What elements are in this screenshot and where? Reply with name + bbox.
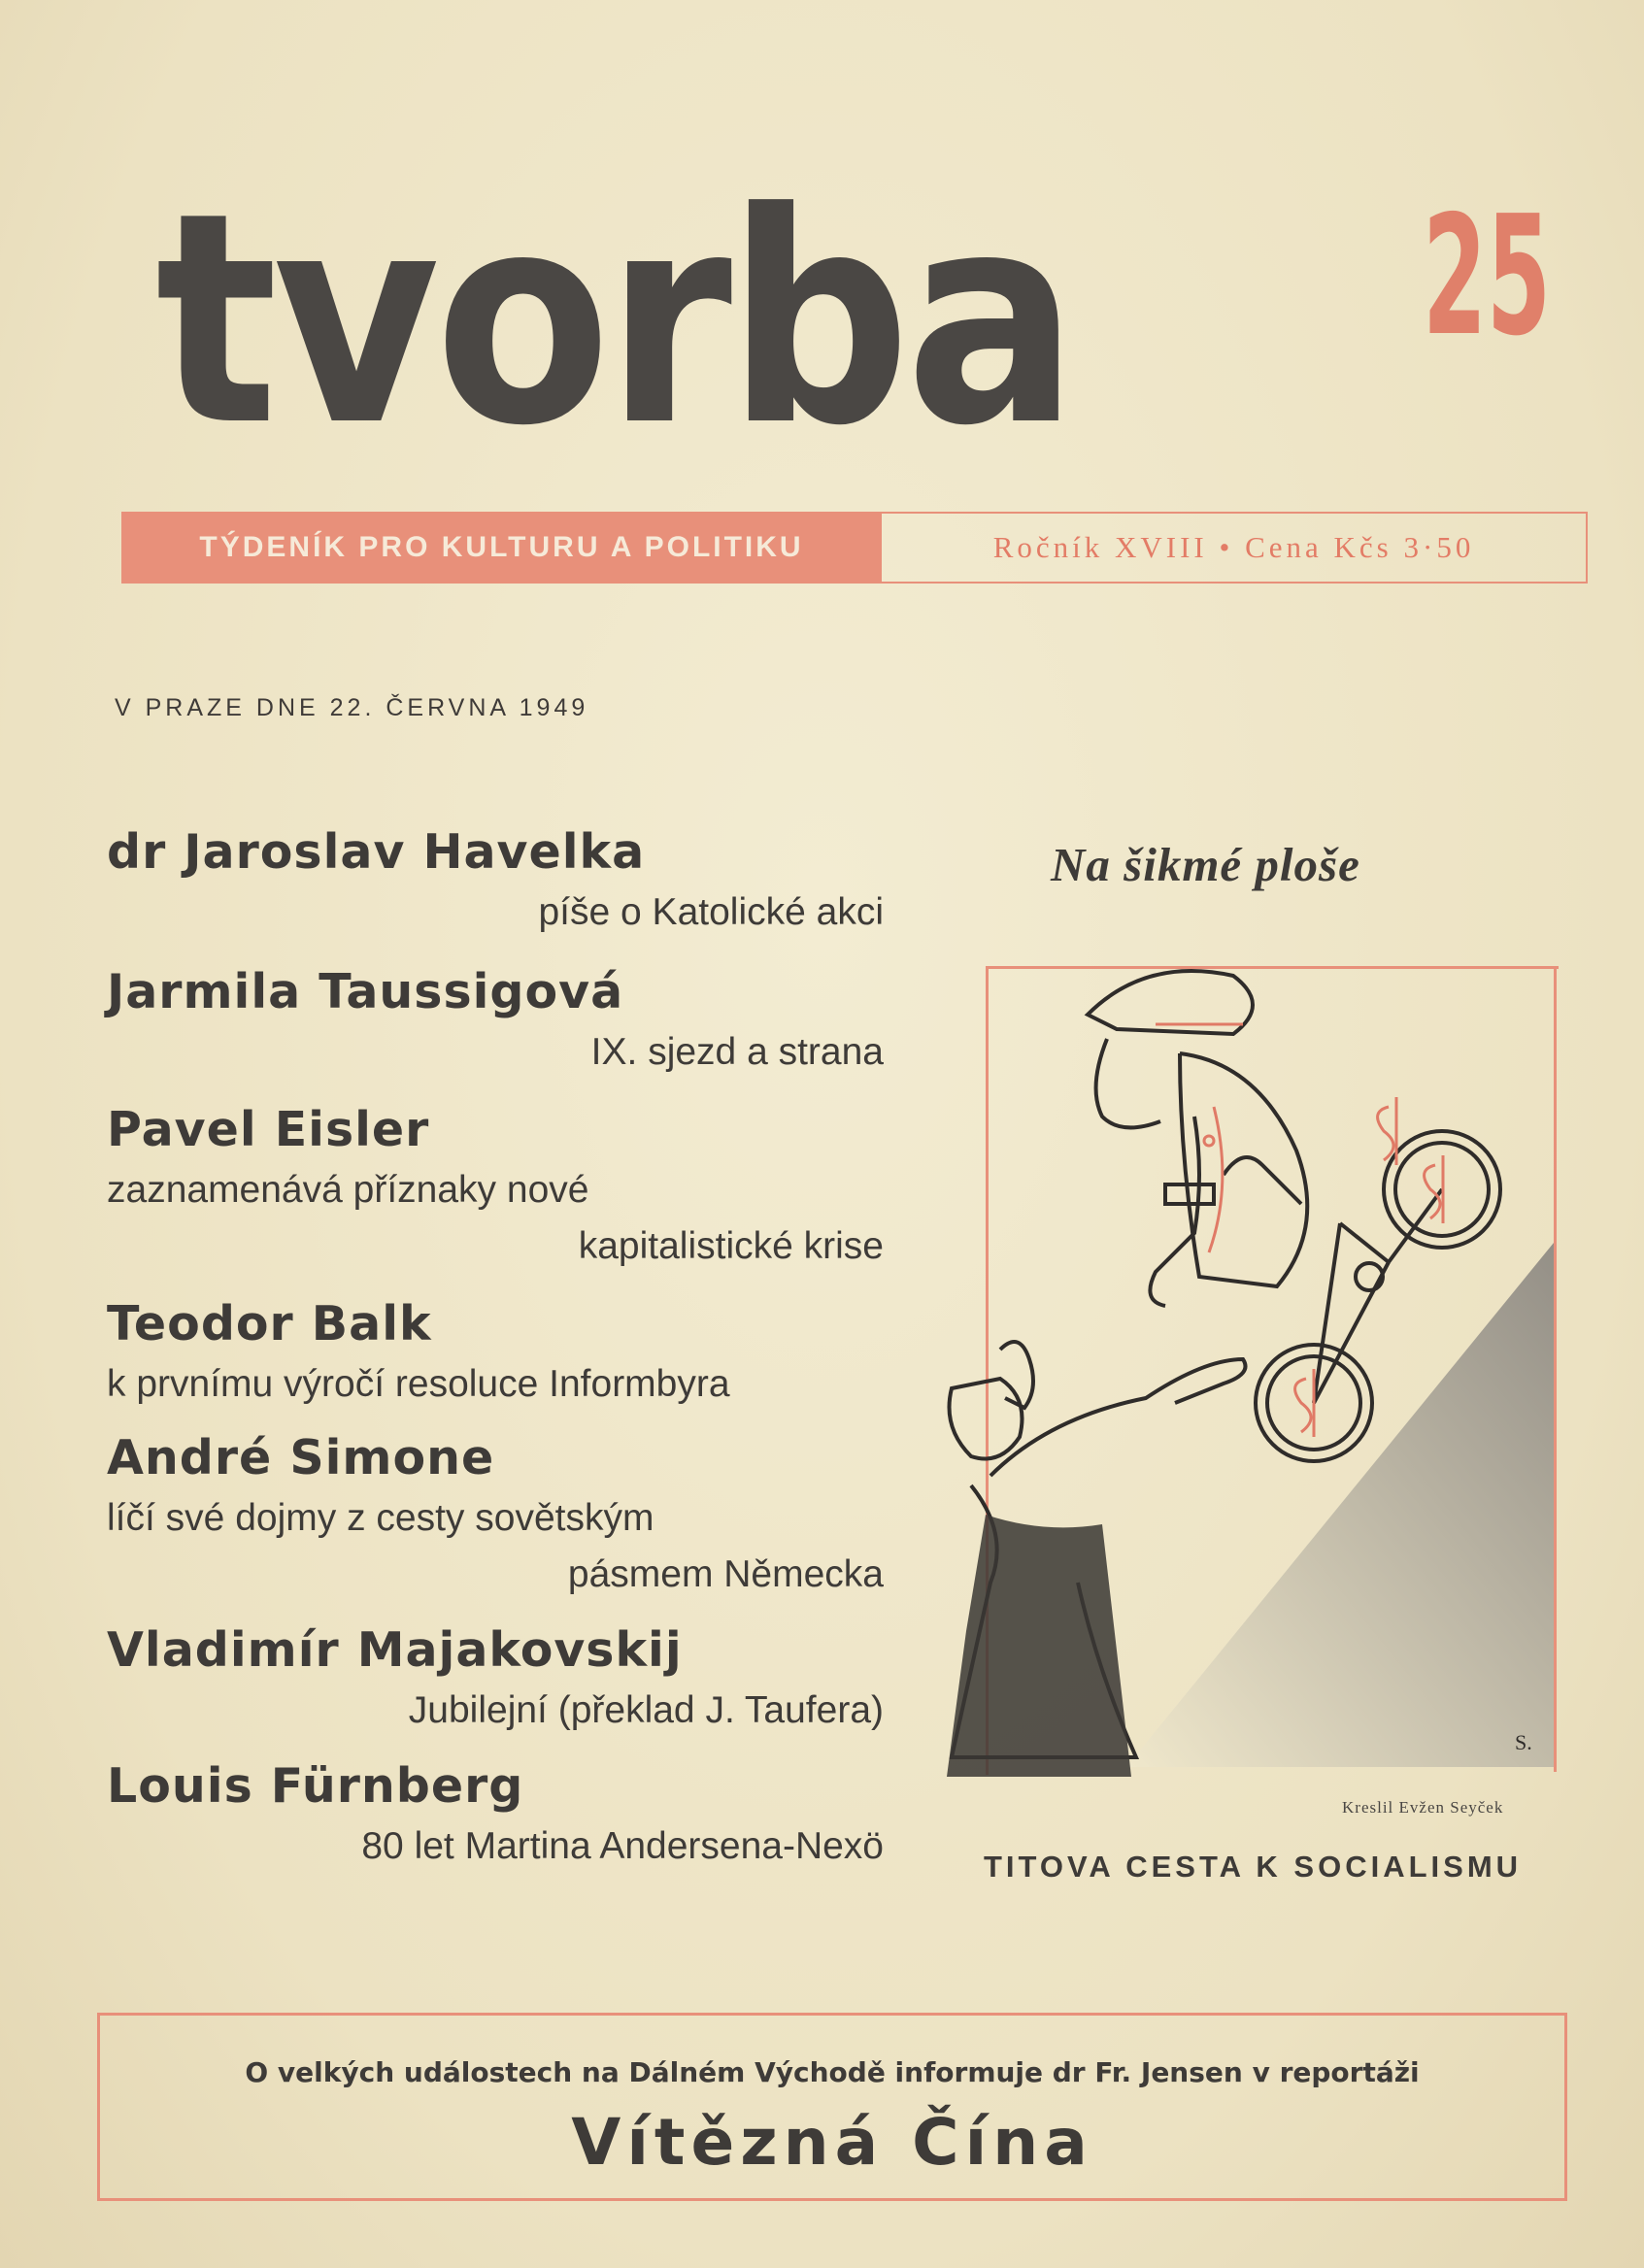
illustration-credit: Kreslil Evžen Seyček bbox=[1342, 1798, 1504, 1817]
pleading-figure-body bbox=[947, 1515, 1131, 1777]
toc-item bbox=[107, 1754, 884, 1875]
toc-item bbox=[107, 1618, 884, 1739]
toc-author: Louis Fürnberg bbox=[107, 1758, 524, 1814]
issue-number: 25 bbox=[1423, 181, 1551, 373]
promo-text: O velkých událostech na Dálném Východě informuje dr Fr. Jensen v reportáži bbox=[245, 2056, 1420, 2088]
toc-subtitle: Jubilejní (překlad J. Taufera) bbox=[408, 1689, 884, 1731]
toc-item bbox=[107, 1292, 884, 1413]
promo-box bbox=[97, 2013, 1567, 2201]
toc-author: Vladimír Majakovskij bbox=[107, 1622, 683, 1678]
cartoon-title: Na šikmé ploše bbox=[1051, 838, 1360, 891]
slope-shape bbox=[1126, 1243, 1554, 1767]
toc-subtitle: píše o Katolické akci bbox=[538, 891, 884, 933]
toc-item bbox=[107, 1426, 884, 1603]
tagline: TÝDENÍK PRO KULTURU A POLITIKU bbox=[121, 512, 882, 584]
rider-figure bbox=[1088, 971, 1307, 1306]
toc-author: Pavel Eisler bbox=[107, 1102, 430, 1157]
toc-author: Teodor Balk bbox=[107, 1296, 432, 1351]
promo-title: Vítězná Čína bbox=[571, 2105, 1093, 2180]
table-of-contents bbox=[107, 820, 884, 1875]
cartoon-caption: TITOVA CESTA K SOCIALISMU bbox=[983, 1850, 1523, 1884]
artist-signature: S. bbox=[1515, 1730, 1532, 1754]
toc-author: André Simone bbox=[107, 1430, 495, 1485]
toc-subtitle: kapitalistické krise bbox=[578, 1225, 884, 1267]
toc-author: Jarmila Taussigová bbox=[107, 964, 624, 1019]
cartoon-illustration bbox=[932, 932, 1573, 1786]
toc-subtitle: líčí své dojmy z cesty sovětským bbox=[107, 1497, 654, 1539]
toc-item bbox=[107, 1098, 884, 1275]
toc-item bbox=[107, 820, 884, 941]
masthead-title: tvorba bbox=[155, 150, 1074, 489]
toc-subtitle: k prvnímu výročí resoluce Informbyra bbox=[107, 1363, 730, 1405]
volume-price: Ročník XVIII • Cena Kčs 3·50 bbox=[882, 512, 1588, 584]
toc-subtitle: IX. sjezd a strana bbox=[590, 1031, 884, 1073]
masthead-band bbox=[121, 512, 1588, 584]
toc-subtitle: pásmem Německa bbox=[567, 1553, 884, 1595]
toc-author: dr Jaroslav Havelka bbox=[107, 824, 646, 880]
toc-subtitle: zaznamenává příznaky nové bbox=[107, 1169, 589, 1211]
dateline: V PRAZE DNE 22. ČERVNA 1949 bbox=[115, 694, 589, 721]
toc-subtitle: 80 let Martina Andersena-Nexö bbox=[361, 1825, 884, 1867]
toc-item bbox=[107, 960, 884, 1081]
